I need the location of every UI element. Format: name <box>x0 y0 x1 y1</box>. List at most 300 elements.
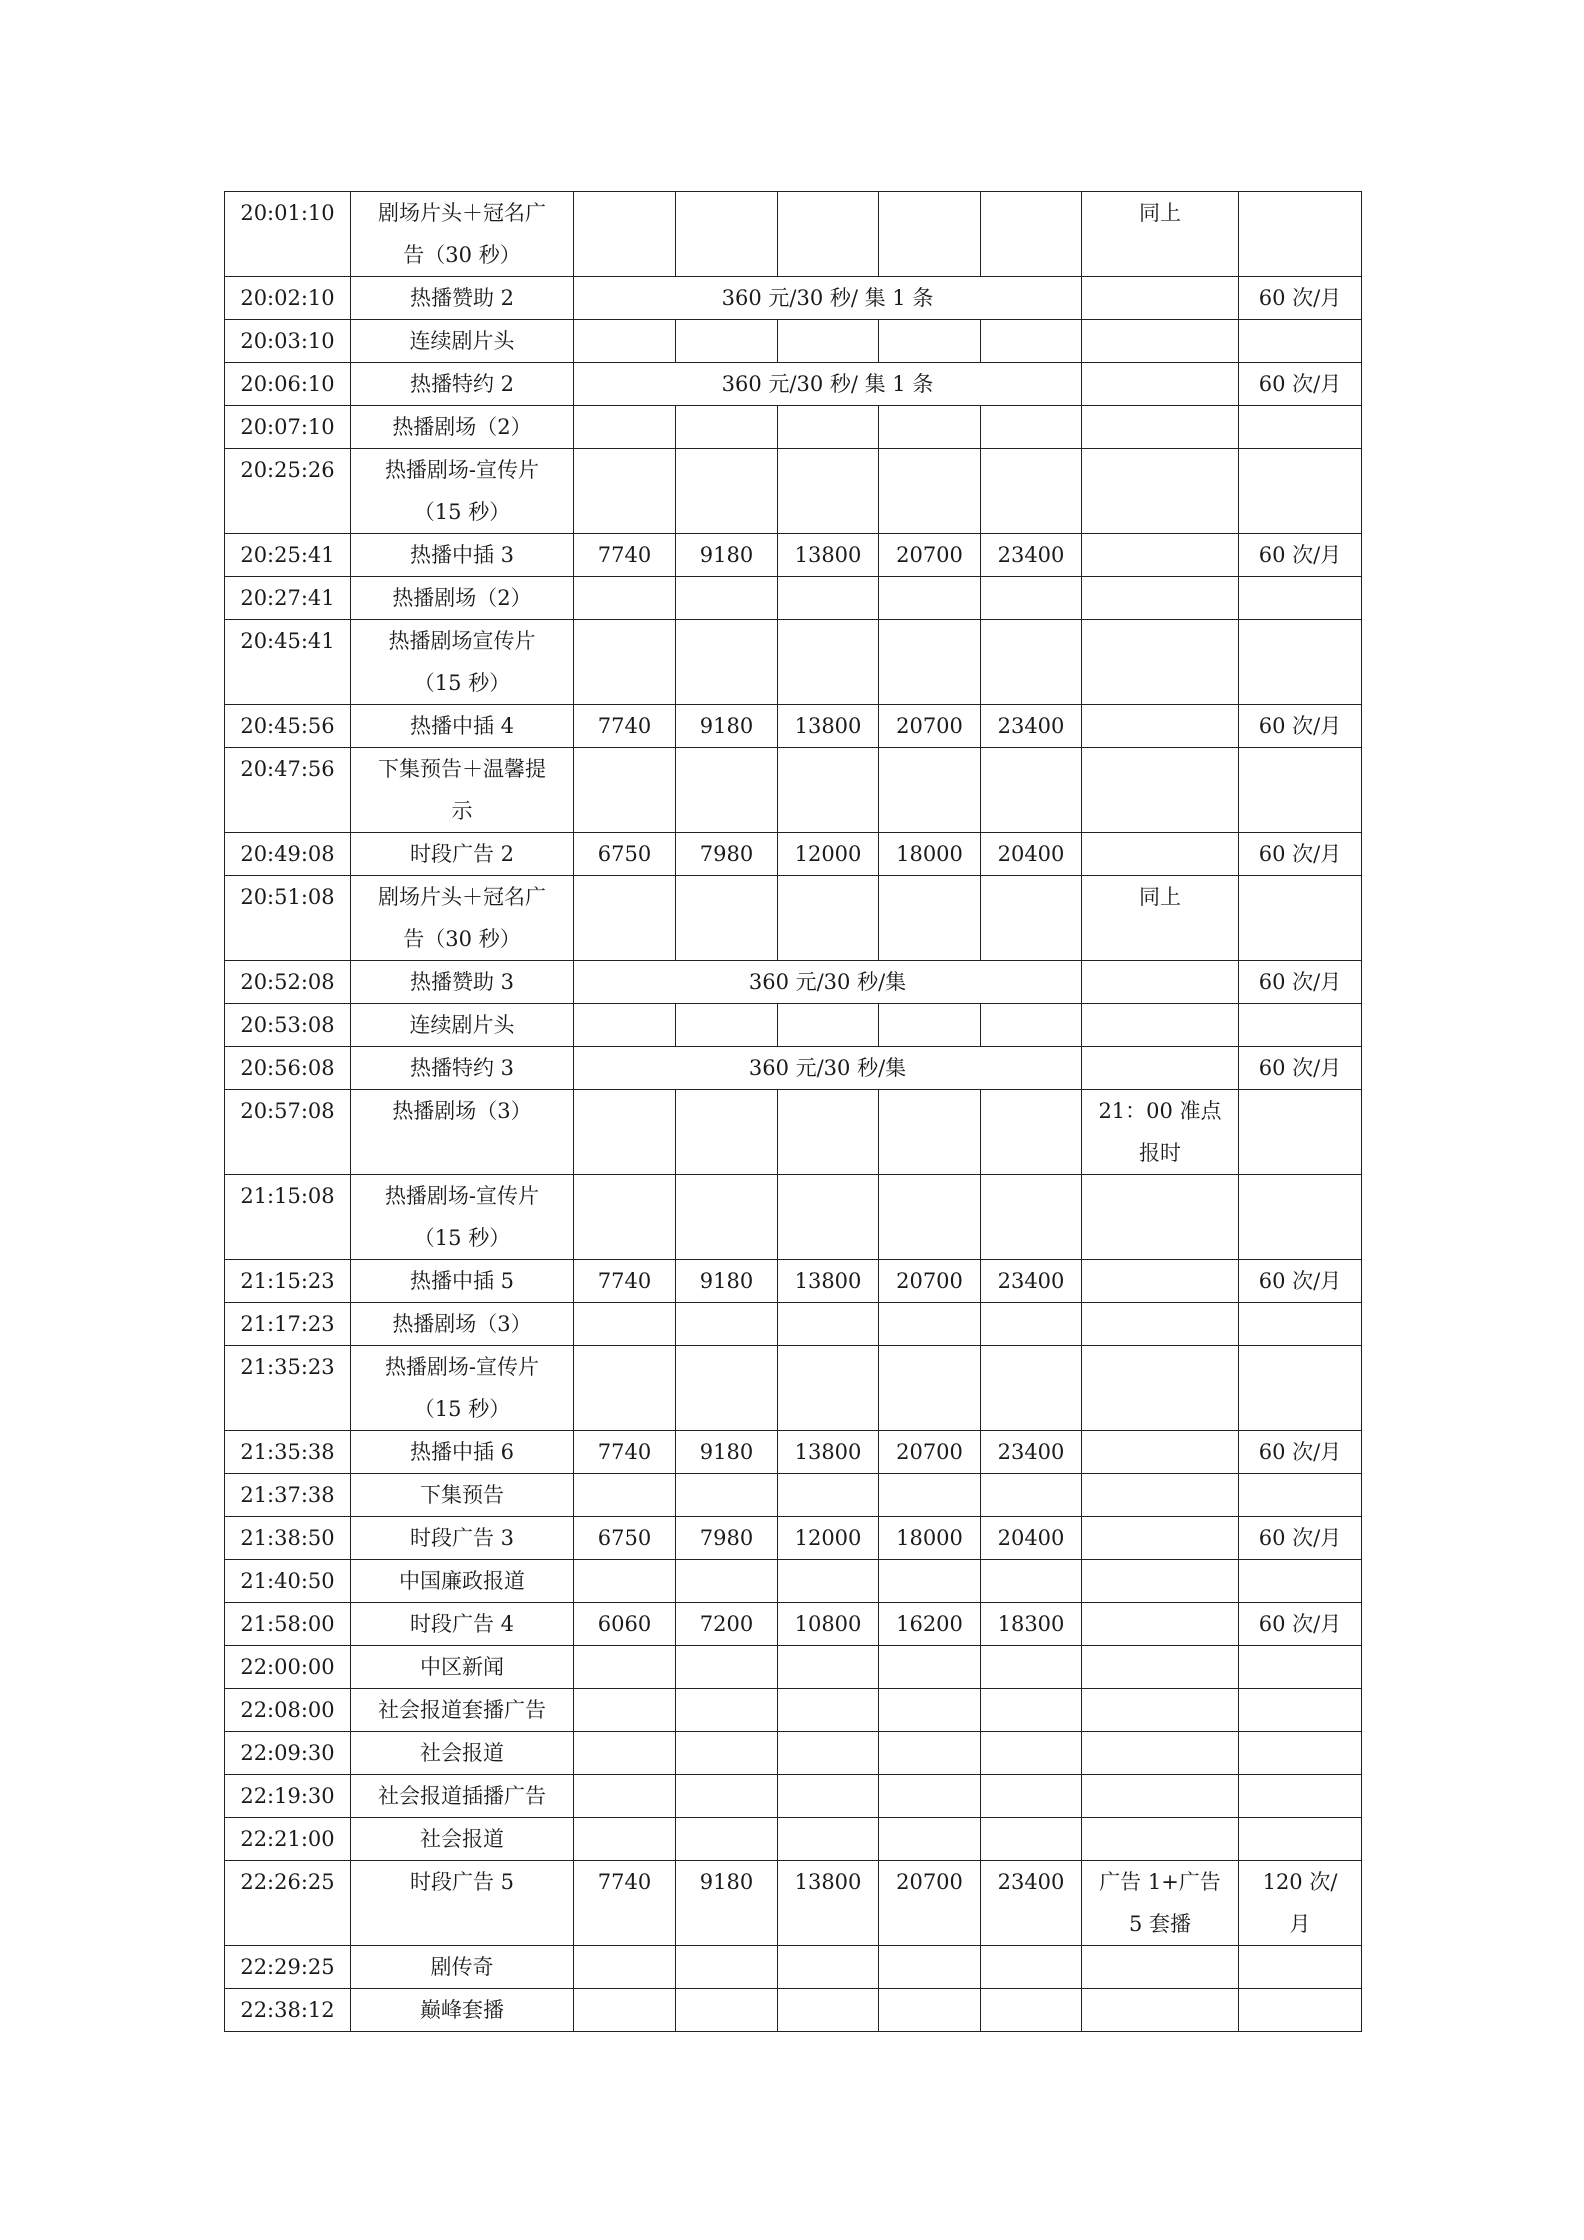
program-cell <box>351 1260 574 1303</box>
time-cell <box>225 705 351 748</box>
price-text: 9180 <box>699 1870 754 1894</box>
frequency-cell-line: 60 次/月 <box>1258 1526 1342 1550</box>
price-cell <box>981 620 1082 705</box>
program-cell-line: 热播剧场-宣传片 <box>384 458 540 482</box>
table-row <box>225 1732 1362 1775</box>
price-cell <box>574 577 676 620</box>
price-cell <box>879 1560 981 1603</box>
price-cell <box>879 1090 981 1175</box>
table-row <box>225 192 1362 277</box>
price-cell <box>981 1517 1082 1560</box>
price-cell <box>676 1818 778 1861</box>
program-cell-line: （15 秒） <box>413 671 511 695</box>
note-cell <box>1082 1260 1239 1303</box>
price-cell <box>981 1775 1082 1818</box>
price-text: 6750 <box>597 842 652 866</box>
program-cell-line: 社会报道套播广告 <box>378 1698 546 1722</box>
table-row <box>225 1260 1362 1303</box>
price-cell <box>879 1732 981 1775</box>
note-cell <box>1082 1818 1239 1861</box>
price-cell <box>574 1732 676 1775</box>
price-cell <box>778 1517 879 1560</box>
price-cell <box>879 833 981 876</box>
price-cell <box>981 1431 1082 1474</box>
sponsor-price-cell <box>574 277 1082 320</box>
price-cell <box>778 748 879 833</box>
table-row <box>225 1775 1362 1818</box>
table-row <box>225 1861 1362 1946</box>
time-cell <box>225 748 351 833</box>
program-cell-line: 告（30 秒） <box>403 927 521 951</box>
note-cell-line: 5 套播 <box>1128 1912 1192 1936</box>
time-cell <box>225 961 351 1004</box>
price-cell <box>879 1689 981 1732</box>
price-cell <box>676 1946 778 1989</box>
time-text: 20:02:10 <box>240 286 335 310</box>
frequency-cell <box>1239 876 1362 961</box>
program-cell <box>351 1303 574 1346</box>
program-cell-line: 热播剧场（2） <box>392 586 532 610</box>
program-cell-line: 告（30 秒） <box>403 243 521 267</box>
price-cell <box>778 192 879 277</box>
program-cell-line: 热播剧场-宣传片 <box>384 1355 540 1379</box>
program-cell-line: 热播中插 5 <box>409 1269 515 1293</box>
time-cell <box>225 277 351 320</box>
price-cell <box>676 192 778 277</box>
price-cell <box>574 705 676 748</box>
price-text: 18300 <box>997 1612 1065 1636</box>
price-cell <box>676 1732 778 1775</box>
note-cell <box>1082 1646 1239 1689</box>
program-cell <box>351 1517 574 1560</box>
frequency-cell <box>1239 577 1362 620</box>
note-cell <box>1082 1517 1239 1560</box>
time-text: 22:08:00 <box>240 1698 335 1722</box>
table-row <box>225 406 1362 449</box>
price-cell <box>778 1818 879 1861</box>
price-cell <box>981 1303 1082 1346</box>
table-row <box>225 876 1362 961</box>
frequency-cell <box>1239 961 1362 1004</box>
frequency-cell <box>1239 1603 1362 1646</box>
frequency-cell <box>1239 748 1362 833</box>
price-cell <box>676 1989 778 2032</box>
price-text: 9180 <box>699 714 754 738</box>
note-cell <box>1082 1474 1239 1517</box>
frequency-cell <box>1239 192 1362 277</box>
time-text: 20:52:08 <box>240 970 335 994</box>
sponsor-price-text: 360 元/30 秒/ 集 1 条 <box>721 286 934 310</box>
price-cell <box>778 1175 879 1260</box>
program-cell-line: 剧传奇 <box>430 1955 494 1979</box>
time-cell <box>225 192 351 277</box>
table-row <box>225 961 1362 1004</box>
price-cell <box>574 1646 676 1689</box>
frequency-cell <box>1239 1346 1362 1431</box>
price-cell <box>981 1560 1082 1603</box>
program-cell <box>351 577 574 620</box>
time-text: 20:51:08 <box>240 885 335 909</box>
program-cell-line: 热播剧场-宣传片 <box>384 1184 540 1208</box>
price-cell <box>778 705 879 748</box>
price-cell <box>676 406 778 449</box>
price-cell <box>676 620 778 705</box>
time-text: 21:38:50 <box>240 1526 335 1550</box>
table-row <box>225 1946 1362 1989</box>
price-cell <box>778 449 879 534</box>
time-text: 21:15:08 <box>240 1184 335 1208</box>
price-cell <box>879 705 981 748</box>
price-cell <box>778 1346 879 1431</box>
program-cell-line: 中国廉政报道 <box>399 1569 525 1593</box>
price-cell <box>778 1260 879 1303</box>
table-row <box>225 1047 1362 1090</box>
price-text: 23400 <box>997 1269 1065 1293</box>
price-text: 7980 <box>699 1526 754 1550</box>
price-cell <box>981 1732 1082 1775</box>
price-cell <box>574 1560 676 1603</box>
price-text: 13800 <box>794 714 862 738</box>
program-cell-line: 热播赞助 2 <box>409 286 515 310</box>
price-cell <box>879 577 981 620</box>
table-row <box>225 1818 1362 1861</box>
frequency-cell <box>1239 406 1362 449</box>
time-text: 20:06:10 <box>240 372 335 396</box>
frequency-cell <box>1239 320 1362 363</box>
table-row <box>225 277 1362 320</box>
frequency-cell <box>1239 449 1362 534</box>
time-text: 21:40:50 <box>240 1569 335 1593</box>
frequency-cell <box>1239 1946 1362 1989</box>
price-cell <box>778 577 879 620</box>
price-cell <box>981 320 1082 363</box>
frequency-cell <box>1239 1047 1362 1090</box>
time-cell <box>225 1047 351 1090</box>
program-cell-line: 热播中插 3 <box>409 543 515 567</box>
price-cell <box>574 876 676 961</box>
frequency-cell <box>1239 620 1362 705</box>
time-text: 21:35:23 <box>240 1355 335 1379</box>
price-text: 20700 <box>896 1269 963 1293</box>
note-cell <box>1082 449 1239 534</box>
frequency-cell <box>1239 1689 1362 1732</box>
frequency-cell-line: 60 次/月 <box>1258 1056 1342 1080</box>
program-cell-line: 剧场片头＋冠名广 <box>378 885 546 909</box>
program-cell <box>351 320 574 363</box>
price-text: 20700 <box>896 1870 963 1894</box>
note-cell <box>1082 277 1239 320</box>
sponsor-price-cell <box>574 363 1082 406</box>
price-cell <box>676 1090 778 1175</box>
price-cell <box>879 320 981 363</box>
program-cell <box>351 1775 574 1818</box>
price-cell <box>879 1517 981 1560</box>
note-cell <box>1082 1689 1239 1732</box>
price-cell <box>879 1946 981 1989</box>
price-cell <box>778 1474 879 1517</box>
note-cell <box>1082 620 1239 705</box>
program-cell <box>351 277 574 320</box>
frequency-cell <box>1239 833 1362 876</box>
program-cell <box>351 1861 574 1946</box>
price-cell <box>676 748 778 833</box>
price-text: 7980 <box>699 842 754 866</box>
table-row <box>225 1004 1362 1047</box>
program-cell <box>351 1818 574 1861</box>
price-cell <box>981 1818 1082 1861</box>
program-cell-line: 连续剧片头 <box>409 329 515 353</box>
program-cell <box>351 1474 574 1517</box>
price-text: 23400 <box>997 543 1065 567</box>
note-cell <box>1082 192 1239 277</box>
price-cell <box>981 1689 1082 1732</box>
program-cell-line: 社会报道 <box>420 1827 504 1851</box>
price-cell <box>981 705 1082 748</box>
note-cell <box>1082 1603 1239 1646</box>
price-cell <box>574 1090 676 1175</box>
price-cell <box>879 1775 981 1818</box>
price-cell <box>778 534 879 577</box>
price-cell <box>981 1946 1082 1989</box>
program-cell-line: 示 <box>451 799 473 823</box>
time-text: 20:47:56 <box>240 757 335 781</box>
price-cell <box>879 1861 981 1946</box>
price-cell <box>879 620 981 705</box>
time-cell <box>225 1732 351 1775</box>
price-cell <box>574 320 676 363</box>
price-text: 7200 <box>699 1612 754 1636</box>
program-cell-line: 热播中插 4 <box>409 714 515 738</box>
price-cell <box>981 1646 1082 1689</box>
price-cell <box>574 1004 676 1047</box>
program-cell-line: 连续剧片头 <box>409 1013 515 1037</box>
note-cell <box>1082 1732 1239 1775</box>
note-cell <box>1082 320 1239 363</box>
note-cell <box>1082 1175 1239 1260</box>
price-text: 13800 <box>794 1269 862 1293</box>
price-cell <box>778 1004 879 1047</box>
price-cell <box>879 1260 981 1303</box>
note-cell <box>1082 1989 1239 2032</box>
price-cell <box>879 192 981 277</box>
price-text: 20400 <box>997 1526 1065 1550</box>
table-row <box>225 1646 1362 1689</box>
program-cell-line: 时段广告 2 <box>409 842 515 866</box>
price-cell <box>981 876 1082 961</box>
frequency-cell <box>1239 1431 1362 1474</box>
program-cell-line: 热播特约 2 <box>409 372 515 396</box>
price-cell <box>676 1560 778 1603</box>
program-cell <box>351 620 574 705</box>
table-row <box>225 534 1362 577</box>
program-cell <box>351 748 574 833</box>
frequency-cell <box>1239 363 1362 406</box>
time-text: 22:19:30 <box>240 1784 335 1808</box>
frequency-cell <box>1239 1175 1362 1260</box>
price-text: 20400 <box>997 842 1065 866</box>
program-cell-line: 中区新闻 <box>420 1655 504 1679</box>
frequency-cell <box>1239 534 1362 577</box>
price-cell <box>981 1603 1082 1646</box>
time-text: 21:58:00 <box>240 1612 335 1636</box>
frequency-cell-line: 60 次/月 <box>1258 1440 1342 1464</box>
frequency-cell <box>1239 705 1362 748</box>
time-text: 22:26:25 <box>240 1870 335 1894</box>
note-cell <box>1082 1090 1239 1175</box>
program-cell-line: 下集预告＋温馨提 <box>378 757 546 781</box>
time-cell <box>225 1303 351 1346</box>
price-cell <box>981 577 1082 620</box>
price-cell <box>778 1646 879 1689</box>
table-row <box>225 1560 1362 1603</box>
price-text: 9180 <box>699 543 754 567</box>
frequency-cell-line: 60 次/月 <box>1258 286 1342 310</box>
sponsor-price-cell <box>574 1047 1082 1090</box>
sponsor-price-text: 360 元/30 秒/集 <box>748 1056 907 1080</box>
price-text: 7740 <box>597 1870 652 1894</box>
note-cell <box>1082 1047 1239 1090</box>
price-text: 20700 <box>896 543 963 567</box>
price-cell <box>778 1303 879 1346</box>
note-cell-line: 同上 <box>1139 885 1181 909</box>
price-cell <box>981 1175 1082 1260</box>
frequency-cell <box>1239 1303 1362 1346</box>
note-cell <box>1082 1946 1239 1989</box>
table-row <box>225 1175 1362 1260</box>
time-cell <box>225 1004 351 1047</box>
price-cell <box>778 1603 879 1646</box>
price-cell <box>574 1689 676 1732</box>
program-cell <box>351 406 574 449</box>
table-row <box>225 1303 1362 1346</box>
program-cell-line: 热播剧场（3） <box>392 1099 532 1123</box>
table-row <box>225 1989 1362 2032</box>
price-cell <box>879 748 981 833</box>
time-text: 22:00:00 <box>240 1655 335 1679</box>
price-cell <box>676 1303 778 1346</box>
program-cell-line: 热播剧场宣传片 <box>388 629 536 653</box>
program-cell <box>351 1346 574 1431</box>
time-text: 22:21:00 <box>240 1827 335 1851</box>
program-cell <box>351 192 574 277</box>
time-text: 21:35:38 <box>240 1440 335 1464</box>
time-text: 21:15:23 <box>240 1269 335 1293</box>
price-text: 23400 <box>997 714 1065 738</box>
program-cell <box>351 961 574 1004</box>
time-cell <box>225 1260 351 1303</box>
time-cell <box>225 534 351 577</box>
time-cell <box>225 320 351 363</box>
program-cell-line: 热播赞助 3 <box>409 970 515 994</box>
price-cell <box>778 620 879 705</box>
time-text: 20:57:08 <box>240 1099 335 1123</box>
price-cell <box>574 1946 676 1989</box>
price-cell <box>778 1732 879 1775</box>
price-cell <box>574 449 676 534</box>
price-cell <box>778 1946 879 1989</box>
table-row <box>225 1689 1362 1732</box>
time-text: 22:09:30 <box>240 1741 335 1765</box>
price-cell <box>778 1431 879 1474</box>
price-cell <box>676 705 778 748</box>
note-cell <box>1082 833 1239 876</box>
price-cell <box>676 449 778 534</box>
program-cell <box>351 1560 574 1603</box>
note-cell <box>1082 1775 1239 1818</box>
time-cell <box>225 1861 351 1946</box>
price-text: 13800 <box>794 543 862 567</box>
price-cell <box>879 406 981 449</box>
frequency-cell <box>1239 1818 1362 1861</box>
price-text: 12000 <box>794 1526 862 1550</box>
note-cell <box>1082 876 1239 961</box>
time-cell <box>225 363 351 406</box>
program-cell <box>351 1047 574 1090</box>
time-cell <box>225 1646 351 1689</box>
time-cell <box>225 1090 351 1175</box>
time-cell <box>225 1175 351 1260</box>
program-cell <box>351 1689 574 1732</box>
program-cell <box>351 449 574 534</box>
frequency-cell <box>1239 1775 1362 1818</box>
price-cell <box>676 577 778 620</box>
price-cell <box>778 406 879 449</box>
price-cell <box>778 1989 879 2032</box>
time-text: 20:01:10 <box>240 201 335 225</box>
time-cell <box>225 620 351 705</box>
table-row <box>225 748 1362 833</box>
table-row <box>225 1431 1362 1474</box>
price-cell <box>778 1090 879 1175</box>
sponsor-price-cell <box>574 961 1082 1004</box>
price-text: 20700 <box>896 714 963 738</box>
program-cell <box>351 705 574 748</box>
program-cell-line: 下集预告 <box>420 1483 504 1507</box>
price-cell <box>879 1603 981 1646</box>
program-cell <box>351 1175 574 1260</box>
price-text: 18000 <box>896 1526 963 1550</box>
price-cell <box>981 192 1082 277</box>
price-cell <box>981 1346 1082 1431</box>
price-cell <box>574 833 676 876</box>
price-cell <box>676 1346 778 1431</box>
price-cell <box>879 1004 981 1047</box>
program-cell-line: （15 秒） <box>413 1226 511 1250</box>
price-cell <box>574 1603 676 1646</box>
program-cell-line: 巅峰套播 <box>420 1998 504 2022</box>
program-cell <box>351 1603 574 1646</box>
price-text: 7740 <box>597 1269 652 1293</box>
note-cell-line: 广告 1+广告 <box>1099 1870 1221 1894</box>
price-cell <box>981 1474 1082 1517</box>
price-cell <box>574 1303 676 1346</box>
time-cell <box>225 1946 351 1989</box>
note-cell <box>1082 1861 1239 1946</box>
time-text: 22:29:25 <box>240 1955 335 1979</box>
note-cell <box>1082 1346 1239 1431</box>
price-cell <box>574 1346 676 1431</box>
note-cell <box>1082 1303 1239 1346</box>
price-cell <box>676 1603 778 1646</box>
table-row <box>225 1474 1362 1517</box>
sponsor-price-text: 360 元/30 秒/ 集 1 条 <box>721 372 934 396</box>
sponsor-price-text: 360 元/30 秒/集 <box>748 970 907 994</box>
time-text: 20:27:41 <box>240 586 335 610</box>
frequency-cell <box>1239 1474 1362 1517</box>
time-cell <box>225 1431 351 1474</box>
price-text: 10800 <box>794 1612 862 1636</box>
program-cell <box>351 1004 574 1047</box>
